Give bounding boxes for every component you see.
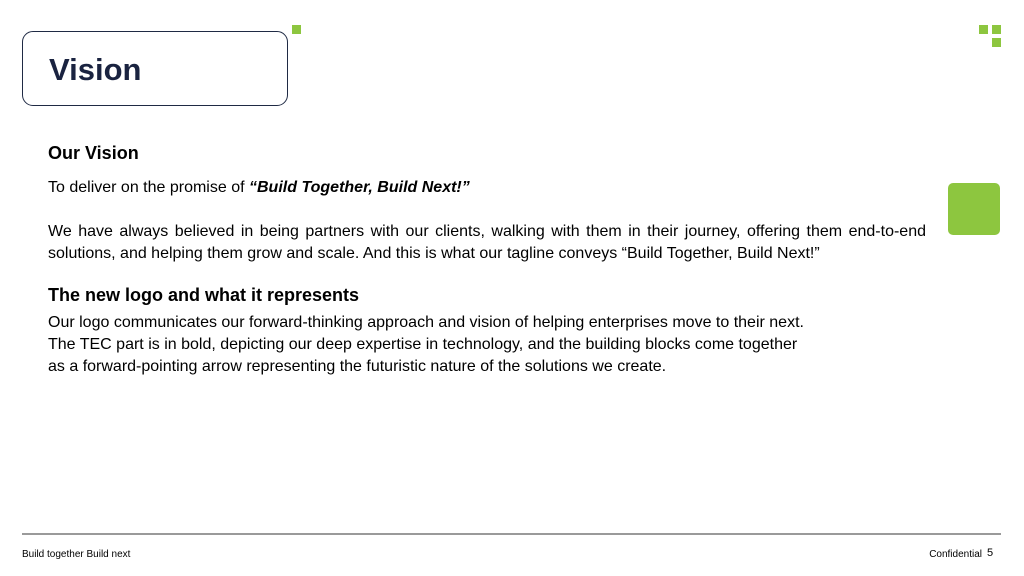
logo-block-icon [992,25,1001,34]
title-box [22,31,288,106]
footer-tagline: Build together Build next [22,549,131,560]
footer-divider [22,533,1001,535]
title-accent-square-icon [292,25,301,34]
logo-paragraph [48,312,926,378]
slide-content [48,141,926,378]
vision-tagline: “Build Together, Build Next!” [249,179,470,196]
vision-paragraph: We have always believed in being partners with our clients, walking with them in their journey, offering them end-to-end solutions, and helping them grow and scale. And this is what our tagline conveys “Build Together, Build Next!” [48,223,926,262]
footer-confidential: Confidential [929,549,982,560]
logo-line-1: Our logo communicates our forward-thinking approach and vision of helping enterprises move to their next. [48,314,804,331]
vision-intro [48,177,926,199]
page-number: 5 [987,547,994,559]
logo-heading: The new logo and what it represents [48,285,360,305]
vision-heading: Our Vision [48,143,139,163]
vision-intro-prefix: To deliver on the promise of [48,179,249,196]
logo-block-icon [979,25,988,34]
page-title: Vision [49,52,142,87]
side-accent-block [948,183,1000,235]
logo-line-2: The TEC part is in bold, depicting our deep expertise in technology, and the building blocks come together [48,336,798,353]
logo-line-3: as a forward-pointing arrow representing the futuristic nature of the solutions we create. [48,358,667,375]
logo-block-icon [992,38,1001,47]
